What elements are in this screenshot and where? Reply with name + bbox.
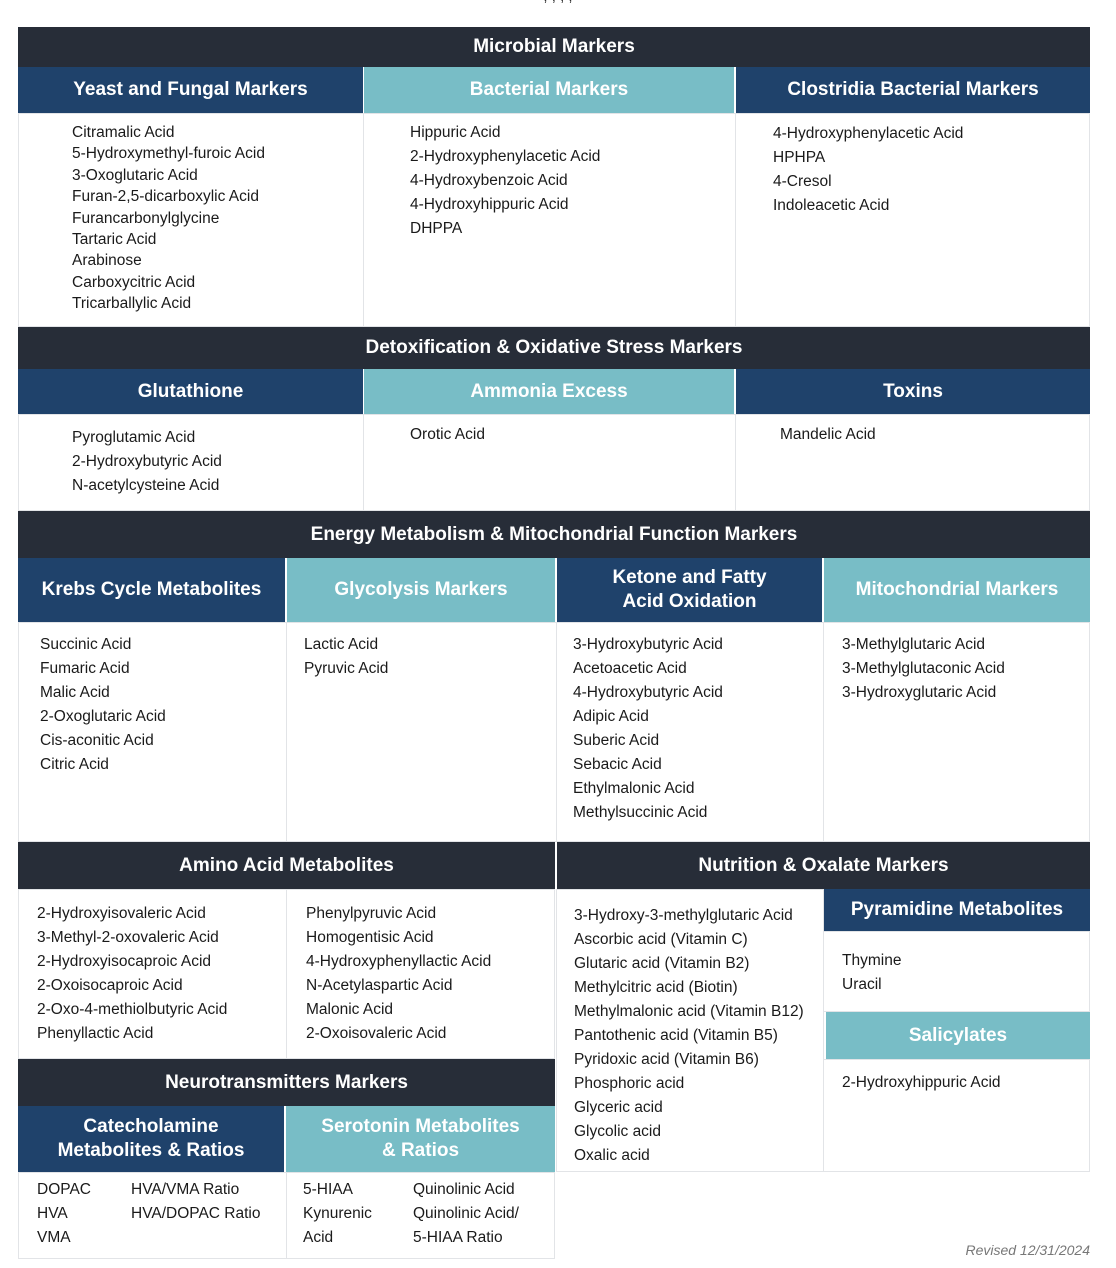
list-item: 4-Hydroxyphenylacetic Acid [773,125,964,142]
krebs-list [40,633,166,777]
clostridia-list [773,122,963,218]
detox-section-header [18,327,1090,369]
ketone-title-line1: Ketone and Fatty [612,567,767,588]
revised-date: Revised 12/31/2024 [965,1242,1090,1258]
list-item: 3-Hydroxyglutaric Acid [842,684,997,701]
toxins-header [736,369,1090,414]
list-item: Carboxycitric Acid [72,273,196,291]
list-item: Lactic Acid [304,636,379,653]
list-item: Kynurenic [303,1205,372,1222]
list-item: Fumaric Acid [40,660,130,677]
list-item: Pantothenic acid (Vitamin B5) [574,1027,778,1044]
bacterial-title: Bacterial Markers [469,79,629,100]
list-item: Furan-2,5-dicarboxylic Acid [72,188,259,206]
list-item: Methylmalonic acid (Vitamin B12) [574,1003,804,1020]
list-item: Quinolinic Acid [413,1181,515,1198]
list-item: 3-Hydroxy-3-methylglutaric Acid [574,907,793,924]
list-item: Pyridoxic acid (Vitamin B6) [574,1051,759,1068]
nutrition-title: Nutrition & Oxalate Markers [698,854,949,876]
list-item: Homogentisic Acid [306,929,434,946]
list-item: Pyruvic Acid [304,660,389,677]
glycolysis-cell [286,622,557,842]
detox-title: Detoxification & Oxidative Stress Markers [365,337,743,358]
list-item: Acetoacetic Acid [573,660,687,677]
list-item: 5-HIAA [303,1181,353,1198]
list-item: HPHPA [773,149,826,166]
list-item: Arabinose [72,252,142,270]
list-item: Malonic Acid [306,1001,394,1018]
catecholamine-col1 [37,1178,91,1250]
ammonia-list [410,423,485,447]
clostridia-cell [735,113,1090,327]
list-item: Glycolic acid [574,1123,661,1140]
amino-section-header [18,842,555,889]
ketone-header [557,558,822,622]
list-item: 2-Hydroxyphenylacetic Acid [410,148,601,165]
nutrition-cell [556,889,824,1172]
glutathione-header [18,369,363,414]
energy-title: Energy Metabolism & Mitochondrial Function Markers [310,523,798,545]
list-item: Methylcitric acid (Biotin) [574,979,738,996]
list-item: Glyceric acid [574,1099,663,1116]
krebs-header [18,558,285,622]
list-item: 5-HIAA Ratio [413,1229,503,1246]
ammonia-header [364,369,734,414]
amino-left-list [37,902,227,1046]
list-item: Thymine [842,952,902,969]
list-item: Mandelic Acid [780,426,876,443]
microbial-title: Microbial Markers [473,36,635,57]
neuro-title: Neurotransmitters Markers [165,1071,408,1093]
mito-header [824,558,1090,622]
list-item: Citric Acid [40,756,109,773]
pyramidine-header [824,889,1090,931]
list-item: 2-Hydroxyhippuric Acid [842,1074,1001,1091]
list-item: Oxalic acid [574,1147,650,1164]
salicylates-list [842,1071,1001,1095]
nutrition-list [574,904,804,1168]
list-item: 4-Hydroxybutyric Acid [573,684,723,701]
list-item: 4-Hydroxyhippuric Acid [410,196,569,213]
list-item: 3-Methylglutaconic Acid [842,660,1005,677]
list-item: Ethylmalonic Acid [573,780,695,797]
list-item: Quinolinic Acid/ [413,1205,519,1222]
pyramidine-title: Pyramidine Metabolites [850,899,1064,920]
ketone-title-line2: Acid Oxidation [622,591,757,612]
list-item: Indoleacetic Acid [773,197,890,214]
list-item: 2-Oxoglutaric Acid [40,708,166,725]
yeast-fungal-cell [18,113,364,327]
cut-off-top-text [0,0,1116,5]
clostridia-header [736,67,1090,113]
glutathione-list [72,426,222,498]
serotonin-col1 [303,1178,372,1250]
list-item: Tricarballylic Acid [72,295,192,313]
catecholamine-header [18,1106,284,1172]
list-item: Phenyllactic Acid [37,1025,154,1042]
ketone-list [573,633,723,825]
bacterial-list [410,121,600,241]
glycolysis-title: Glycolysis Markers [334,579,508,600]
list-item: HVA [37,1205,68,1222]
microbial-section-header [18,27,1090,67]
list-item: 3-Methylglutaric Acid [842,636,986,653]
yeast-fungal-header [18,67,363,113]
list-item: Furancarbonylglycine [72,209,220,227]
list-item: Adipic Acid [573,708,649,725]
list-item: 4-Hydroxybenzoic Acid [410,172,568,189]
yeast-title: Yeast and Fungal Markers [73,79,308,100]
amino-right-list [306,902,491,1046]
list-item: HVA/VMA Ratio [131,1181,240,1198]
list-item: Cis-aconitic Acid [40,732,154,749]
energy-section-header [18,511,1090,558]
list-item: 2-Hydroxybutyric Acid [72,453,222,470]
pyramidine-list [842,949,901,997]
list-item: Malic Acid [40,684,110,701]
list-item: N-Acetylaspartic Acid [306,977,453,994]
list-item: 3-Hydroxybutyric Acid [573,636,723,653]
serotonin-cell [286,1172,555,1259]
krebs-cell [18,622,287,842]
yeast-fungal-list [72,122,265,315]
toxins-list [780,423,876,447]
pyramidine-cell [823,931,1090,1012]
mito-list [842,633,1005,705]
krebs-title: Krebs Cycle Metabolites [41,579,262,600]
catecholamine-cell [18,1172,287,1259]
serotonin-col2 [413,1178,519,1250]
glycolysis-list [304,633,388,681]
nutrition-section-header [557,842,1090,889]
list-item: Tartaric Acid [72,230,157,248]
list-item: Uracil [842,976,882,993]
serotonin-title-line1: Serotonin Metabolites [321,1116,520,1137]
list-item: Glutaric acid (Vitamin B2) [574,955,750,972]
list-item: N-acetylcysteine Acid [72,477,220,494]
list-item: Ascorbic acid (Vitamin C) [574,931,748,948]
neuro-section-header [18,1059,555,1106]
list-item: Acid [303,1229,334,1246]
salicylates-header [826,1012,1090,1059]
ketone-cell [556,622,824,842]
list-item: Phenylpyruvic Acid [306,905,437,922]
list-item: 4-Cresol [773,173,832,190]
bacterial-cell [363,113,736,327]
list-item: 3-Methyl-2-oxovaleric Acid [37,929,219,946]
list-item: 2-Hydroxyisovaleric Acid [37,905,206,922]
amino-title: Amino Acid Metabolites [179,854,394,876]
catecholamine-title-line1: Catecholamine [83,1116,219,1137]
list-item: 2-Oxoisovaleric Acid [306,1025,447,1042]
list-item: Pyroglutamic Acid [72,429,196,446]
ammonia-title: Ammonia Excess [470,380,628,402]
list-item: HVA/DOPAC Ratio [131,1205,261,1222]
serotonin-header [286,1106,555,1172]
toxins-title: Toxins [883,380,943,402]
list-item: Phosphoric acid [574,1075,685,1092]
glutathione-title: Glutathione [137,380,244,402]
amino-left-cell [18,889,287,1059]
list-item: Hippuric Acid [410,124,501,141]
salicylates-cell [823,1059,1090,1172]
amino-right-cell [286,889,555,1059]
list-item: Orotic Acid [410,426,485,443]
mito-cell [823,622,1090,842]
catecholamine-title-line2: Metabolites & Ratios [57,1140,245,1161]
catecholamine-col2 [131,1178,261,1226]
list-item: 5-Hydroxymethyl-furoic Acid [72,145,265,163]
bacterial-header [364,67,734,113]
list-item: 2-Oxo-4-methiolbutyric Acid [37,1001,228,1018]
glycolysis-header [287,558,555,622]
list-item: Suberic Acid [573,732,660,749]
glutathione-cell [18,414,364,511]
list-item: VMA [37,1229,71,1246]
list-item: Methylsuccinic Acid [573,804,708,821]
list-item: DHPPA [410,220,463,237]
salicylates-title: Salicylates [908,1024,1008,1046]
list-item: 2-Hydroxyisocaproic Acid [37,953,212,970]
list-item: 3-Oxoglutaric Acid [72,166,198,184]
list-item: DOPAC [37,1181,91,1198]
list-item: 4-Hydroxyphenyllactic Acid [306,953,492,970]
list-item: Sebacic Acid [573,756,662,773]
toxins-cell [735,414,1090,511]
ammonia-cell [363,414,736,511]
serotonin-title-line2: & Ratios [381,1140,460,1161]
clostridia-title: Clostridia Bacterial Markers [787,79,1039,100]
mito-title: Mitochondrial Markers [855,579,1059,600]
list-item: Succinic Acid [40,636,132,653]
list-item: 2-Oxoisocaproic Acid [37,977,183,994]
list-item: Citramalic Acid [72,124,175,141]
